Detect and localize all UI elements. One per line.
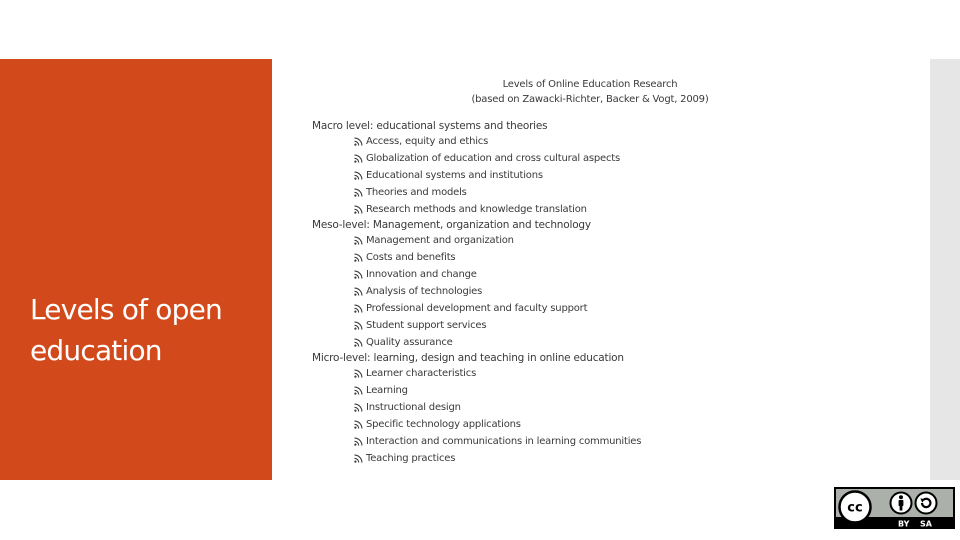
meso-item-label: Management and organization (366, 235, 514, 246)
meso-item (312, 300, 722, 317)
meso-item-label: Quality assurance (366, 337, 453, 348)
wifi-rss-icon (354, 454, 364, 463)
wifi-rss-icon (354, 188, 364, 197)
wifi-rss-icon (354, 321, 364, 330)
wifi-rss-icon (354, 403, 364, 412)
micro-item-label: Learner characteristics (366, 368, 477, 379)
wifi-rss-icon (354, 304, 364, 313)
macro-item-label: Research methods and knowledge translation (366, 204, 587, 215)
macro-item-label: Globalization of education and cross cultural aspects (366, 153, 621, 164)
macro-item (312, 184, 722, 201)
content-title-line-1: Levels of Online Education Research (502, 79, 678, 90)
meso-item-label: Student support services (366, 320, 487, 331)
meso-item (312, 334, 722, 351)
meso-item (312, 249, 722, 266)
cc-logo-text: cc (847, 500, 863, 516)
meso-item-label: Innovation and change (366, 269, 477, 280)
cc-license-badge[interactable] (834, 487, 955, 529)
micro-item (312, 365, 722, 382)
meso-item-label: Analysis of technologies (366, 286, 483, 297)
levels-outline (312, 119, 722, 467)
macro-item (312, 150, 722, 167)
slide-title: Levels of open education (30, 293, 222, 367)
macro-item (312, 133, 722, 150)
micro-item (312, 433, 722, 450)
macro-item-label: Theories and models (366, 187, 467, 198)
person-icon (891, 493, 912, 514)
macro-item (312, 167, 722, 184)
meso-item-label: Professional development and faculty support (366, 303, 588, 314)
micro-item-label: Learning (366, 385, 408, 396)
wifi-rss-icon (354, 386, 364, 395)
micro-item-label: Specific technology applications (366, 419, 521, 430)
wifi-rss-icon (354, 253, 364, 262)
wifi-rss-icon (354, 154, 364, 163)
micro-item (312, 416, 722, 433)
cc-logo-icon (840, 492, 871, 523)
content-title-line-2: (based on Zawacki-Richter, Backer & Vogt, 2009) (471, 94, 709, 105)
wifi-rss-icon (354, 287, 364, 296)
micro-item (312, 399, 722, 416)
content-title (440, 77, 740, 107)
macro-item-label: Educational systems and institutions (366, 170, 543, 181)
micro-level-heading: Micro-level: learning, design and teaching in online education (312, 352, 624, 364)
title-panel (0, 59, 272, 480)
micro-item-label: Interaction and communications in learning communities (366, 436, 642, 447)
wifi-rss-icon (354, 171, 364, 180)
wifi-rss-icon (354, 236, 364, 245)
micro-item-label: Teaching practices (366, 453, 456, 464)
wifi-rss-icon (354, 137, 364, 146)
macro-level-heading: Macro level: educational systems and theories (312, 120, 548, 132)
meso-item (312, 266, 722, 283)
by-label: BY (898, 519, 910, 529)
meso-item (312, 317, 722, 334)
share-alike-icon (916, 493, 937, 514)
wifi-rss-icon (354, 369, 364, 378)
meso-level-heading: Meso-level: Management, organization and technology (312, 219, 591, 231)
wifi-rss-icon (354, 270, 364, 279)
micro-item-label: Instructional design (366, 402, 461, 413)
sa-label: SA (920, 519, 932, 529)
meso-item (312, 232, 722, 249)
meso-item (312, 283, 722, 300)
wifi-rss-icon (354, 338, 364, 347)
micro-item (312, 450, 722, 467)
micro-item (312, 382, 722, 399)
meso-item-label: Costs and benefits (366, 252, 456, 263)
wifi-rss-icon (354, 420, 364, 429)
macro-item (312, 201, 722, 218)
macro-item-label: Access, equity and ethics (366, 136, 489, 147)
wifi-rss-icon (354, 205, 364, 214)
right-stripe (930, 59, 960, 480)
wifi-rss-icon (354, 437, 364, 446)
